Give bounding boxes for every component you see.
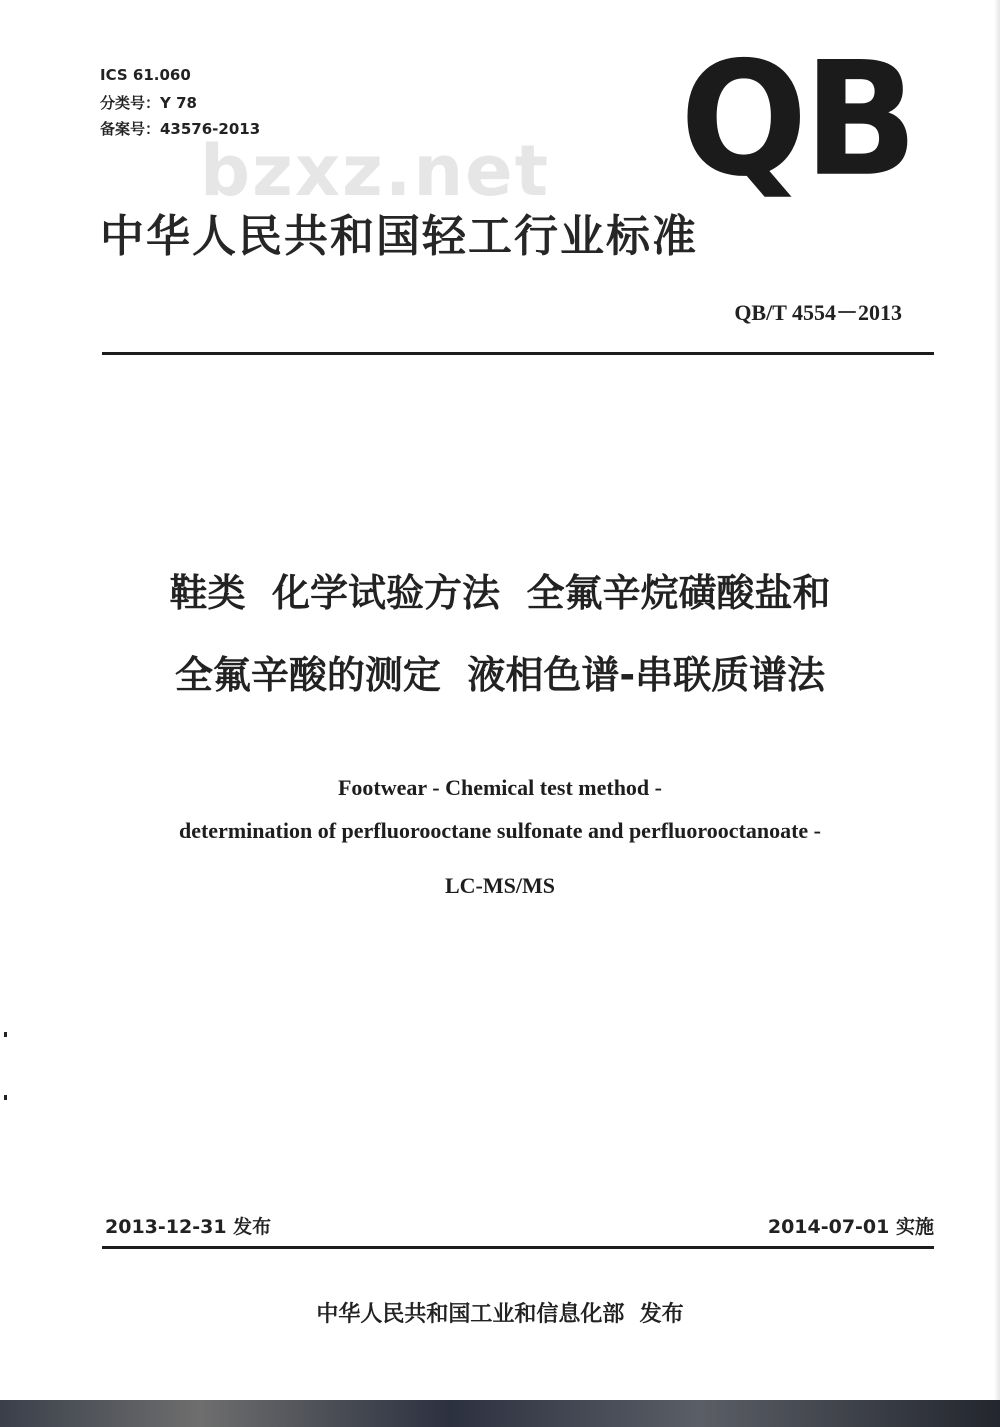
issuing-authority: 中华人民共和国工业和信息化部 发布 [316, 1302, 684, 1327]
issue-date: 2013-12-31 发布 [105, 1216, 272, 1238]
scan-speck [4, 1032, 7, 1037]
paper-edge [994, 0, 1000, 1400]
ics-code: ICS 61.060 [100, 66, 191, 84]
top-divider [102, 352, 934, 355]
title-english-line-1: Footwear - Chemical test method - [337, 775, 662, 800]
title-english-line-3: LC-MS/MS [445, 873, 555, 898]
standard-class-title: 中华人民共和国轻工行业标准 [100, 211, 698, 262]
qb-logo: QB [680, 28, 914, 212]
title-chinese-line-1: 鞋类 化学试验方法 全氟辛烷磺酸盐和 [169, 571, 831, 615]
implementation-date: 2014-07-01 实施 [767, 1216, 934, 1238]
record-number: 备案号：43576-2013 [100, 120, 261, 138]
watermark: bzxz.net [200, 130, 551, 212]
scan-speck [4, 1095, 7, 1100]
scan-background-strip [0, 1400, 1000, 1427]
standard-number: QB/T 4554－2013 [734, 300, 902, 325]
bottom-divider [102, 1246, 934, 1249]
title-english-line-2: determination of perfluorooctane sulfonate and perfluorooctanoate - [178, 818, 821, 843]
category-code: 分类号：Y 78 [100, 94, 197, 112]
title-chinese-line-2: 全氟辛酸的测定 液相色谱-串联质谱法 [174, 653, 826, 697]
